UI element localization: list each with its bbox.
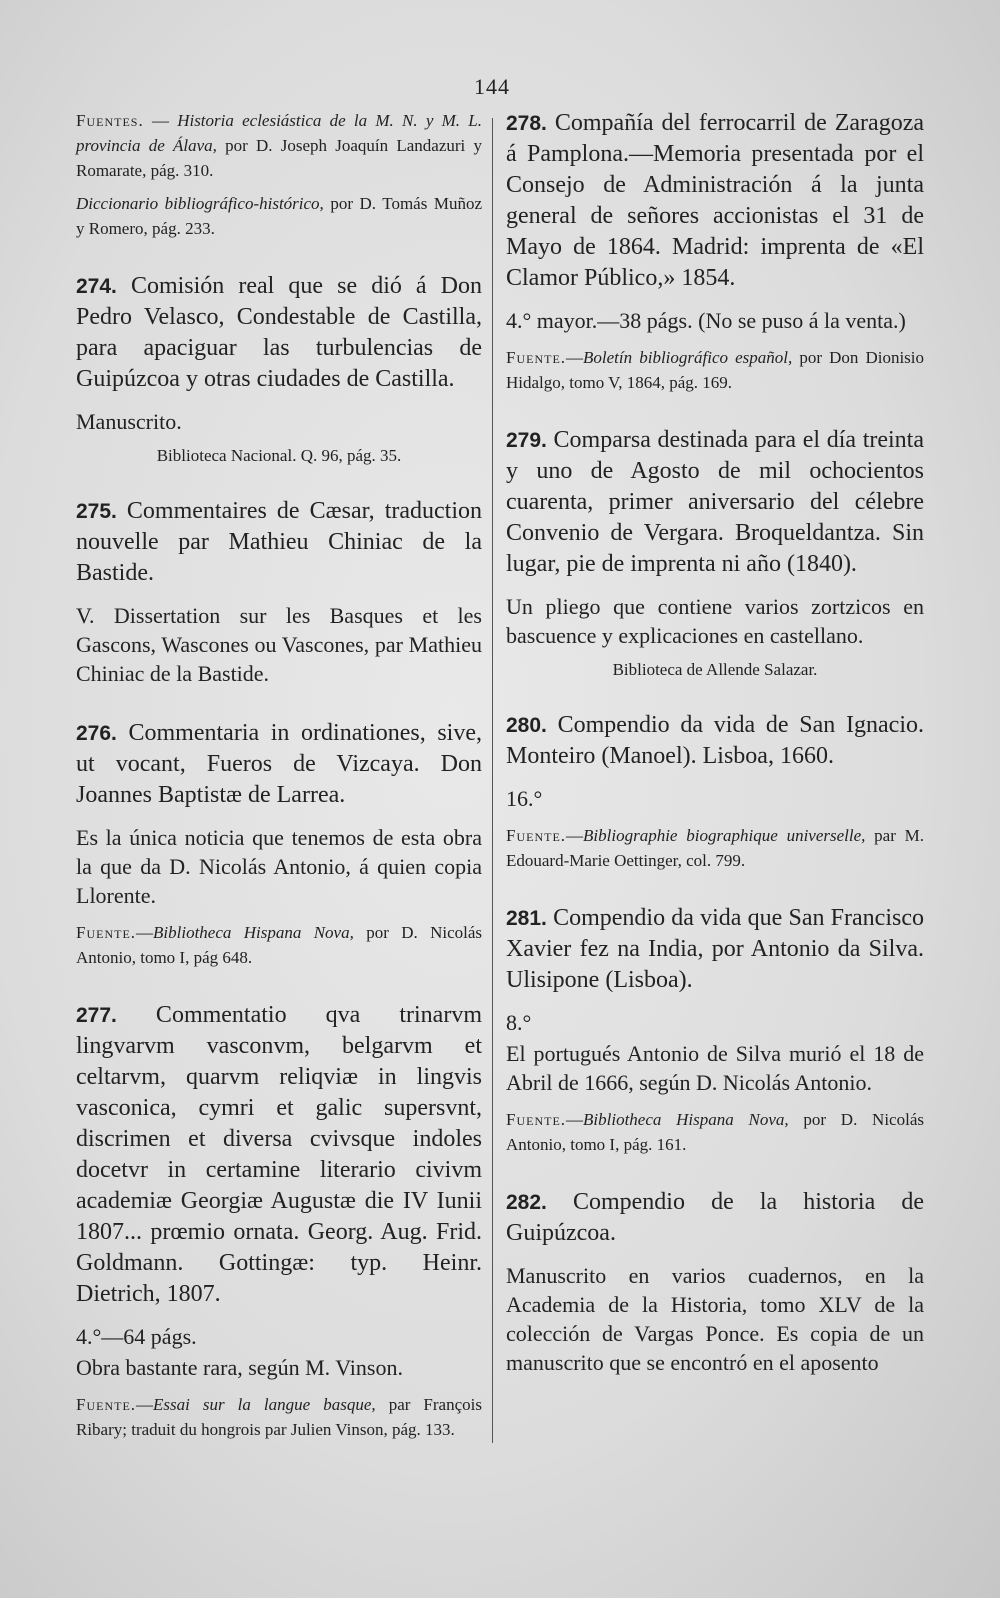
column-divider: [492, 118, 493, 1443]
entry-source: [506, 345, 924, 395]
entry-heading: [506, 425, 924, 580]
entry-number: 277.: [76, 1004, 117, 1027]
source-text: por D. Nicolás Antonio, tomo I, pág. 161.: [506, 1110, 924, 1154]
entry-number: 276.: [76, 722, 117, 745]
entry-274: [76, 271, 482, 466]
entry-title: Compañía del ferrocarril de Zaragoza á Pamplona.—Memoria presentada por el Consejo de Administración á la junta general de señores accionistas el 31 de Mayo de 1864. Madrid: imprenta de «El Clamor Público,» 1854.: [506, 110, 924, 291]
entry-number: 275.: [76, 500, 117, 523]
entry-note: El portugués Antonio de Silva murió el 18 de Abril de 1666, según D. Nicolás Antonio.: [506, 1041, 924, 1095]
entry-title: Comisión real que se dió á Don Pedro Velasco, Condestable de Castilla, para apaciguar las turbulencias de Guipúzcoa y otras ciudades de Castilla.: [76, 273, 482, 392]
left-column: [76, 108, 482, 1472]
entry-source: [76, 920, 482, 970]
source-text: par François Ribary; traduit du hongrois par Julien Vinson, pág. 133.: [76, 1395, 482, 1439]
entry-number: 282.: [506, 1191, 547, 1214]
right-column: [506, 108, 924, 1407]
source-label: Fuente.: [506, 826, 567, 845]
entry-heading: [506, 1187, 924, 1249]
entry-number: 278.: [506, 112, 547, 135]
source-title: Bibliographie biographique universelle,: [583, 826, 866, 845]
entry-note: Un pliego que contiene varios zortzicos en bascuence y explicaciones en castellano.: [506, 594, 924, 648]
entry-note: Es la única noticia que tenemos de esta obra la que da D. Nicolás Antonio, á quien copia Llorente.: [76, 825, 482, 908]
source-dash: —: [566, 348, 584, 367]
source-text: por D. Tomás Muñoz y Romero, pág. 233.: [76, 194, 482, 238]
entry-275: [76, 496, 482, 688]
entry-note: Manuscrito.: [76, 409, 182, 434]
entry-number: 279.: [506, 429, 547, 452]
entry-source: [76, 1392, 482, 1442]
source-label: Fuente.: [506, 1110, 567, 1129]
entry-277: [76, 1000, 482, 1442]
source-text: par M. Edouard-Marie Oettinger, col. 799.: [506, 826, 924, 870]
entry-276: [76, 718, 482, 970]
entry-note: Manuscrito en varios cuadernos, en la Academia de la Historia, tomo XLV de la colección de Vargas Ponce. Es copia de un manuscrito que se encontró en el aposento: [506, 1263, 924, 1375]
source-paragraph: [76, 191, 482, 241]
source-dash: —: [136, 1395, 154, 1414]
source-paragraph: [76, 108, 482, 183]
entry-heading: [76, 496, 482, 589]
entry-heading: [76, 718, 482, 811]
entry-library: Biblioteca de Allende Salazar.: [612, 660, 818, 679]
entry-format: 4.°—64 págs.: [76, 1324, 197, 1349]
page-number: 144: [474, 74, 510, 99]
source-dash: —: [136, 923, 154, 942]
source-dash: —: [566, 826, 584, 845]
entry-title: Comparsa destinada para el día treinta y uno de Agosto de mil ochocientos cuarenta, primer aniversario del célebre Convenio de Vergara. Broqueldantza. Sin lugar, pie de imprenta ni año (1840).: [506, 427, 924, 577]
source-dash: —: [143, 111, 178, 130]
entry-number: 280.: [506, 714, 547, 737]
source-title: Boletín bibliográfico español,: [583, 348, 793, 367]
sources-block: [76, 108, 482, 241]
source-title: Diccionario bibliográfico-histórico,: [76, 194, 324, 213]
source-title: Essai sur la langue basque,: [153, 1395, 376, 1414]
entry-281: [506, 903, 924, 1157]
entry-source: [506, 1107, 924, 1157]
entry-title: Compendio da vida que San Francisco Xavier fez na India, por Antonio da Silva. Ulisipone (Lisboa).: [506, 905, 924, 993]
source-label: Fuente.: [506, 348, 567, 367]
entry-279: [506, 425, 924, 680]
source-text: por D. Nicolás Antonio, tomo I, pág 648.: [76, 923, 482, 967]
source-text: por D. Joseph Joaquín Landazuri y Romarate, pág. 310.: [76, 136, 482, 180]
entry-heading: [506, 903, 924, 996]
entry-library: Biblioteca Nacional. Q. 96, pág. 35.: [156, 446, 402, 465]
source-label: Fuente.: [76, 923, 137, 942]
entry-title: Commentaria in ordinationes, sive, ut vocant, Fueros de Vizcaya. Don Joannes Baptistæ de Larrea.: [76, 720, 482, 808]
entry-title: Commentaires de Cæsar, traduction nouvelle par Mathieu Chiniac de la Bastide.: [76, 498, 482, 586]
entry-source: [506, 823, 924, 873]
source-title: Bibliotheca Hispana Nova,: [153, 923, 354, 942]
entry-note: V. Dissertation sur les Basques et les Gascons, Wascones ou Vascones, par Mathieu Chiniac de la Bastide.: [76, 603, 482, 686]
source-label: Fuentes.: [76, 111, 144, 130]
entry-format: 4.° mayor.—38 págs. (No se puso á la venta.): [506, 308, 906, 333]
entry-number: 281.: [506, 907, 547, 930]
entry-heading: [506, 710, 924, 772]
source-title: Bibliotheca Hispana Nova,: [583, 1110, 789, 1129]
entry-title: Compendio de la historia de Guipúzcoa.: [506, 1189, 924, 1246]
source-dash: —: [566, 1110, 584, 1129]
entry-title: Commentatio qva trinarvm lingvarvm vasconvm, belgarvm et celtarvm, quarvm reliqviæ in lingvis vasconica, cymri et galic supersvnt, discrimen et diversa cvivsque indoles docetvr in certamine literario civivm academiæ Georgiæ Augustæ die IV Iunii 1807... prœmio ornata. Georg. Aug. Frid. Goldmann. Gottingæ: typ. Heinr. Dietrich, 1807.: [76, 1002, 482, 1307]
entry-number: 274.: [76, 275, 117, 298]
entry-282: [506, 1187, 924, 1377]
entry-heading: [506, 108, 924, 294]
entry-note: Obra bastante rara, según M. Vinson.: [76, 1355, 403, 1380]
entry-format: 16.°: [506, 786, 543, 811]
entry-title: Compendio da vida de San Ignacio. Monteiro (Manoel). Lisboa, 1660.: [506, 712, 924, 769]
entry-format: 8.°: [506, 1010, 532, 1035]
entry-heading: [76, 1000, 482, 1310]
source-title: Historia eclesiástica de la M. N. y M. L. provincia de Álava,: [76, 111, 483, 155]
entry-278: [506, 108, 924, 395]
entry-heading: [76, 271, 482, 395]
source-text: por Don Dionisio Hidalgo, tomo V, 1864, pág. 169.: [506, 348, 925, 392]
entry-280: [506, 710, 924, 873]
source-label: Fuente.: [76, 1395, 137, 1414]
